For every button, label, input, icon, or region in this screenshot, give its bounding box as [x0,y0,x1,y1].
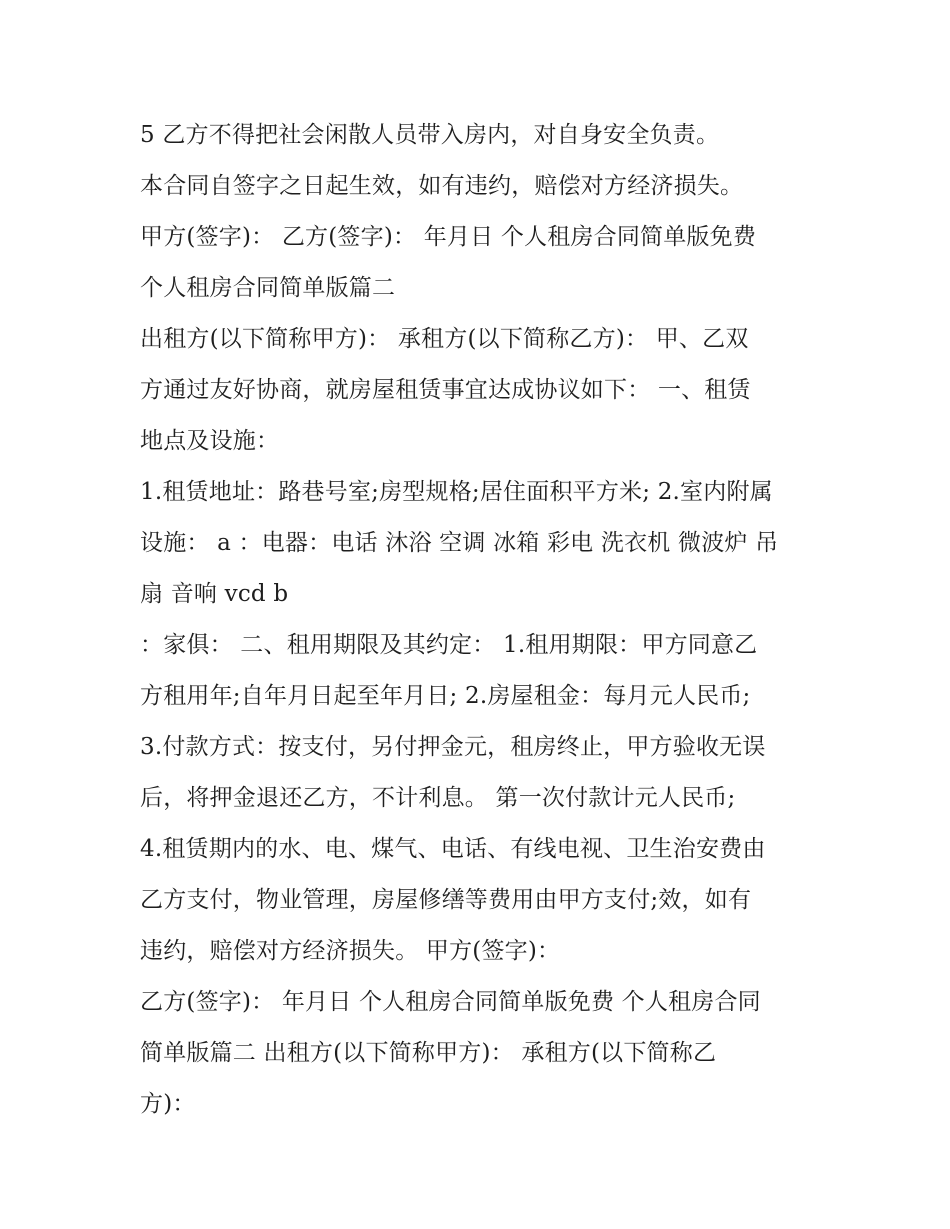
text-line: 乙方(签字)： 年月日 个人租房合同简单版免费 个人租房合同 [140,989,761,1015]
text-line: 地点及设施： [140,428,280,454]
text-line: 扇 音响 vcd b [140,581,289,607]
text-line: 违约，赔偿对方经济损失。 甲方(签字)： [140,938,561,964]
text-line: 设施： a ：电器：电话 沐浴 空调 冰箱 彩电 洗衣机 微波炉 吊 [140,530,779,556]
text-line: 出租方(以下简称甲方)： 承租方(以下简称乙方)： 甲、乙双 [140,326,749,352]
text-line: ：家俱： 二、租用期限及其约定： 1.租用期限：甲方同意乙 [140,632,758,658]
text-line: 方租用年;自年月日起至年月日; 2.房屋租金：每月元人民币; [140,683,751,709]
text-line: 1.租赁地址：路巷号室;房型规格;居住面积平方米; 2.室内附属 [140,479,773,505]
text-line: 甲方(签字)： 乙方(签字)： 年月日 个人租房合同简单版免费 [140,224,757,250]
text-line: 方通过友好协商，就房屋租赁事宜达成协议如下： 一、租赁 [140,377,751,403]
document-body [140,110,820,1130]
text-line: 5 乙方不得把社会闲散人员带入房内，对自身安全负责。 [140,122,720,148]
text-line: 个人租房合同简单版篇二 [140,275,396,301]
text-line: 3.付款方式：按支付，另付押金元，租房终止，甲方验收无误 [140,734,766,760]
text-line: 后，将押金退还乙方，不计利息。 第一次付款计元人民币; [140,785,736,811]
text-line: 4.租赁期内的水、电、煤气、电话、有线电视、卫生治安费由 [140,836,766,862]
text-line: 本合同自签字之日起生效，如有违约，赔偿对方经济损失。 [140,173,744,199]
text-line: 乙方支付，物业管理，房屋修缮等费用由甲方支付;效，如有 [140,887,752,913]
text-line: 简单版篇二 出租方(以下简称甲方)： 承租方(以下简称乙 [140,1040,717,1066]
text-line: 方)： [140,1091,196,1117]
